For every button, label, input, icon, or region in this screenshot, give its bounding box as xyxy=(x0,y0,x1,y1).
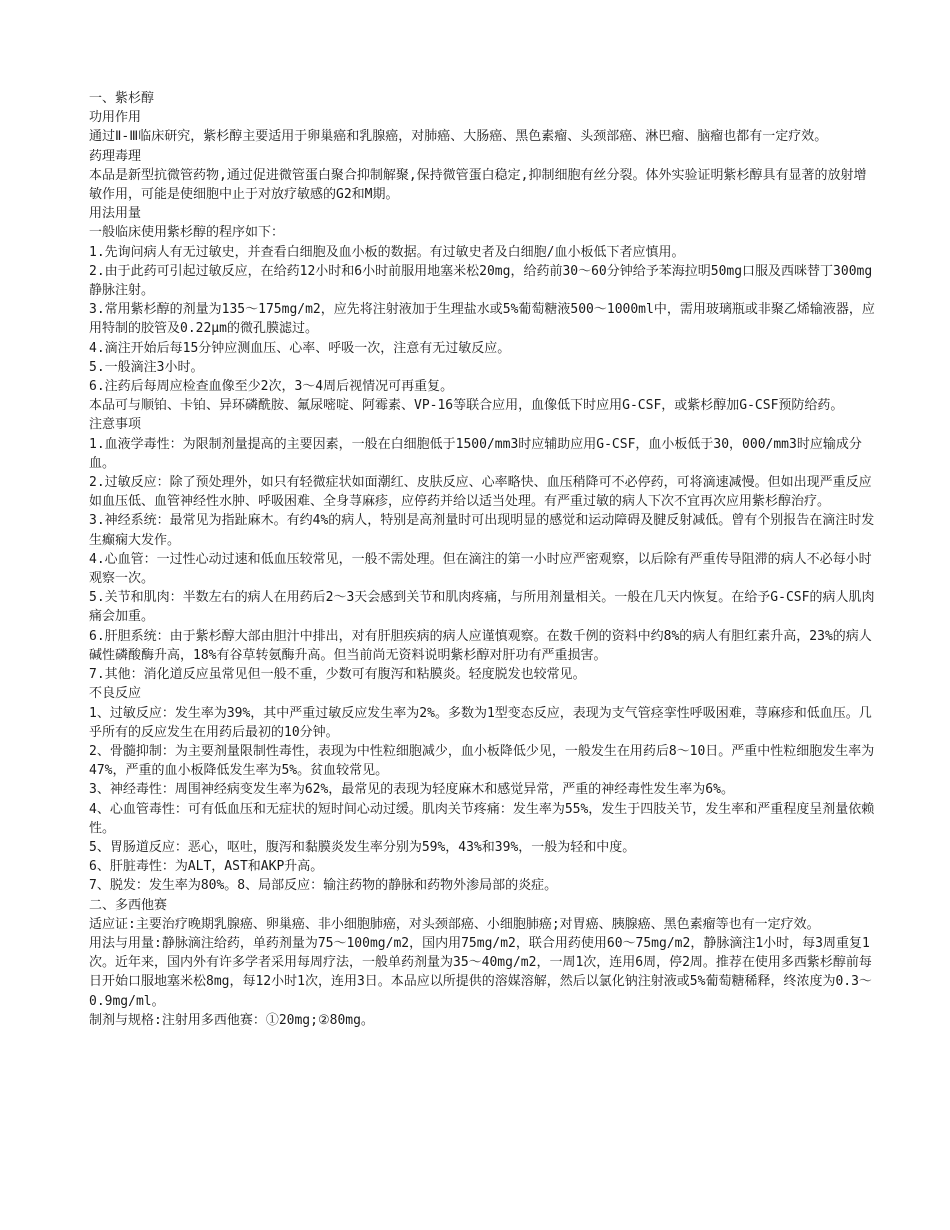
subheading: 不良反应 xyxy=(89,686,142,702)
list-item: 7、脱发：发生率为80%。8、局部反应：输注药物的静脉和药物外渗局部的炎症。 xyxy=(89,878,558,894)
subheading: 用法用量 xyxy=(89,206,142,222)
subheading: 功用作用 xyxy=(89,110,142,126)
list-item: 6、肝脏毒性：为ALT，AST和AKP升高。 xyxy=(89,859,324,875)
list-item: 7.其他：消化道反应虽常见但一般不重，少数可有腹泻和粘膜炎。轻度脱发也较常见。 xyxy=(89,667,586,683)
paragraph: 本品是新型抗微管药物,通过促进微管蛋白聚合抑制解聚,保持微管蛋白稳定,抑制细胞有丝分裂。体外实验证明紫杉醇具有显著的放射增敏作用，可能是使细胞中止于对放疗敏感的G2和M期。 xyxy=(89,167,867,203)
list-item: 3、神经毒性：周围神经病变发生率为62%，最常见的表现为轻度麻木和感觉异常，严重的神经毒性发生率为6%。 xyxy=(89,782,734,798)
paragraph: 制剂与规格:注射用多西他赛：①20mg;②80mg。 xyxy=(89,1012,374,1028)
list-item: 2、骨髓抑制：为主要剂量限制性毒性，表现为中性粒细胞减少，血小板降低少见，一般发生在用药后8～10日。严重中性粒细胞发生率为47%，严重的血小板降低发生率为5%。贫血较常见。 xyxy=(89,743,875,779)
document-body xyxy=(89,89,879,1030)
list-item: 3.神经系统：最常见为指趾麻木。有约4%的病人，特别是高剂量时可出现明显的感觉和运动障碍及腱反射减低。曾有个别报告在滴注时发生癫痫大发作。 xyxy=(89,513,875,548)
paragraph: 本品可与顺铂、卡铂、异环磷酰胺、氟尿嘧啶、阿霉素、VP-16等联合应用，血像低下时应用G-CSF，或紫杉醇加G-CSF预防给药。 xyxy=(89,398,844,414)
list-item: 1.血液学毒性：为限制剂量提高的主要因素，一般在白细胞低于1500/mm3时应辅助应用G-CSF，血小板低于30，000/mm3时应输成分血。 xyxy=(89,436,862,471)
list-item: 4.心血管：一过性心动过速和低血压较常见，一般不需处理。但在滴注的第一小时应严密观察，以后除有严重传导阻滞的病人不必每小时观察一次。 xyxy=(89,551,872,587)
list-item: 4、心血管毒性：可有低血压和无症状的短时间心动过缓。肌肉关节疼痛：发生率为55%，发生于四肢关节，发生率和严重程度呈剂量依赖性。 xyxy=(89,801,875,836)
list-item: 2.过敏反应：除了预处理外，如只有轻微症状如面潮红、皮肤反应、心率略快、血压稍降可不必停药，可将滴速减慢。但如出现严重反应如血压低、血管神经性水肿、呼吸困难、全身荨麻疹，应停药并给以适当处理。有严重过敏的病人下次不宜再次应用紫杉醇治疗。 xyxy=(89,475,872,510)
list-item: 1.先询问病人有无过敏史，并查看白细胞及血小板的数据。有过敏史者及白细胞/血小板低下者应慎用。 xyxy=(89,244,685,260)
list-item: 2.由于此药可引起过敏反应，在给药12小时和6小时前服用地塞米松20mg，给药前30～60分钟给予苯海拉明50mg口服及西咪替丁300mg静脉注射。 xyxy=(89,263,873,299)
list-item: 4.滴注开始后每15分钟应测血压、心率、呼吸一次，注意有无过敏反应。 xyxy=(89,340,511,356)
paragraph: 用法与用量:静脉滴注给药，单药剂量为75～100mg/m2，国内用75mg/m2，联合用药使用60～75mg/m2，静脉滴注1小时，每3周重复1次。近年来，国内外有许多学者采用每周疗法，一般单药剂量为35～40mg/m2，一周1次，连用6周，停2周。推荐在使用多西紫杉醇前每日开始口服地塞米松8mg，每12小时1次，连用3日。本品应以所提供的溶媒溶解，然后以氯化钠注射液或5%葡萄糖稀释，终浓度为0.3～0.9mg/ml。 xyxy=(89,935,872,1009)
section-title: 一、紫杉醇 xyxy=(89,91,155,106)
list-item: 5.关节和肌肉：半数左右的病人在用药后2～3天会感到关节和肌肉疼痛，与所用剂量相关。一般在几天内恢复。在给予G-CSF的病人肌肉痛会加重。 xyxy=(89,590,875,625)
list-item: 3.常用紫杉醇的剂量为135～175mg/m2，应先将注射液加于生理盐水或5%葡萄糖液500～1000ml中，需用玻璃瓶或非聚乙烯输液器，应用特制的胶管及0.22μm的微孔膜滤过。 xyxy=(89,302,875,337)
list-item: 5.一般滴注3小时。 xyxy=(89,359,204,375)
list-item: 6.肝胆系统：由于紫杉醇大部由胆汁中排出，对有肝胆疾病的病人应谨慎观察。在数千例的资料中约8%的病人有胆红素升高，23%的病人碱性磷酸酶升高，18%有谷草转氨酶升高。但当前尚无资料说明紫杉醇对肝功有严重损害。 xyxy=(89,628,872,663)
paragraph: 通过Ⅱ-Ⅲ临床研究，紫杉醇主要适用于卵巢癌和乳腺癌，对肺癌、大肠癌、黑色素瘤、头颈部癌、淋巴瘤、脑瘤也都有一定疗效。 xyxy=(89,129,828,145)
subheading: 注意事项 xyxy=(89,417,142,433)
paragraph: 适应证:主要治疗晚期乳腺癌、卵巢癌、非小细胞肺癌，对头颈部癌、小细胞肺癌;对胃癌、胰腺癌、黑色素瘤等也有一定疗效。 xyxy=(89,916,820,932)
subheading: 药理毒理 xyxy=(89,148,142,164)
list-item: 6.注药后每周应检查血像至少2次，3～4周后视情况可再重复。 xyxy=(89,379,454,395)
list-item: 1、过敏反应：发生率为39%，其中严重过敏反应发生率为2%。多数为1型变态反应，表现为支气管痉挛性呼吸困难，荨麻疹和低血压。几乎所有的反应发生在用药后最初的10分钟。 xyxy=(89,705,872,740)
section-title: 二、多西他赛 xyxy=(89,897,168,913)
paragraph: 一般临床使用紫杉醇的程序如下： xyxy=(89,225,285,241)
list-item: 5、胃肠道反应：恶心，呕吐，腹泻和黏膜炎发生率分别为59%，43%和39%，一般为轻和中度。 xyxy=(89,839,636,855)
